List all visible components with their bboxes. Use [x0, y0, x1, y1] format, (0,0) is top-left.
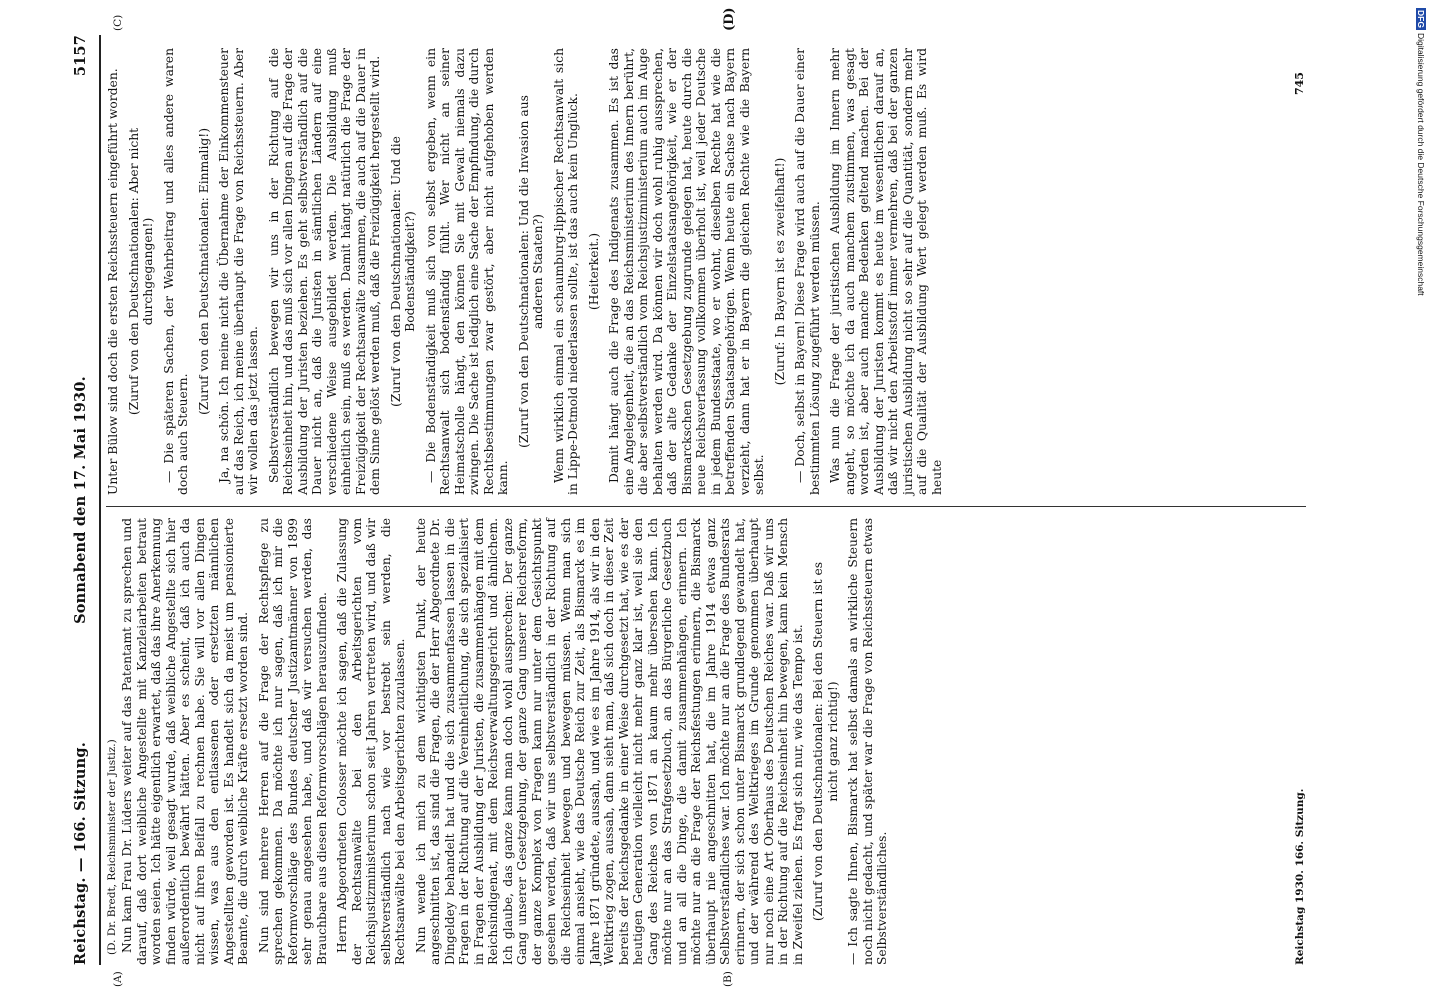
page-footer: Reichstag 1930. 166. Sitzung.: [1294, 788, 1306, 965]
interjection: (Zuruf von den Deutschnationalen: Und die Bodenständigkeit?): [388, 136, 417, 407]
margin-mark-a: (A): [112, 971, 124, 987]
interjection: (Zuruf von den Deutschnationalen: Aber nicht durchgegangen!): [126, 127, 155, 416]
paragraph: Was nun die Frage der juristischen Ausbildung im Innern mehr angeht, so möchte ich da auch manchem zustimmen, was gesagt worden ist, aber auch manche Bedenken geltend machen. Bei der Ausbildung der Juristen kommt es heute im wesentlichen darauf an, daß wir nicht den Arbeitsstoff immer vermehren, daß bei der ganzen juristischen Ausbildung nicht so sehr auf die Quantität, sondern mehr auf die Qualität der Ausbildung Wert gelegt werden muß. Es wird heute: [828, 48, 944, 495]
column-divider: [106, 506, 1306, 507]
page-number: 5157: [72, 35, 89, 77]
interjection: (Zuruf von den Deutschnationalen: Und die Invasion aus anderen Staaten?): [516, 95, 545, 448]
interjection: (Zuruf: In Bayern ist es zweifelhaft!): [772, 157, 787, 386]
document-page: [72, 7, 1322, 987]
paragraph: Wenn wirklich einmal ein schaumburg-lippischer Rechtsanwalt sich in Lippe-Detmold niederlassen sollte, ist das auch kein Unglück.: [551, 48, 580, 495]
header-left: Reichstag. — 166. Sitzung.: [72, 742, 89, 965]
speaker-line: (D. Dr. Bredt, Reichsminister der Justiz.): [106, 739, 118, 955]
interjection: (Zuruf von den Deutschnationalen: Bei den Steuern ist es nicht ganz richtig!): [811, 561, 840, 922]
running-header: [72, 35, 98, 965]
paragraph: Nun wende ich mich zu dem wichtigsten Punkt, der heute angeschnitten ist, das sind die Fragen, die der Herr Abgeordnete Dr. Dingeldey behandelt hat und die sich zusammenfassen lassen in die Fragen in der Richtung auf die Vereinheitlichung, die sich spezialisiert in Fragen der Ausbildung der Juristen, die zusammenhängen mit dem Reichsindigenat, mit dem Reichsverwaltungsgericht und ähnlichem. Ich glaube, das ganze kann man doch wohl aussprechen: Der ganze Gang unserer Gesetzgebung, der ganze Gang unserer Reichsreform, der ganze Komplex von Fragen kann nur unter dem Gesichtspunkt gesehen werden, daß wir uns selbstverständlich in der Richtung auf die Reichseinheit bewegen und bewegen müssen. Wenn man sich einmal ansieht, wie das Deutsche Reich zur Zeit, als Bismarck es im Jahre 1871 gründete, aussah, und wie es im Jahre 1914, als wir in den Weltkrieg zogen, aussah, dann sieht man, daß sich doch in dieser Zeit bereits der Reichsgedanke in einer Weise durchgesetzt hat, wie es der heutigen Generation vielleicht nicht mehr ganz klar ist, weil sie den Gang des Reiches von 1871 an kaum mehr übersehen kann. Ich möchte nur an das Strafgesetzbuch, an das Bürgerliche Gesetzbuch und an all die Dinge, die damit zusammenhängen, erinnern. Ich möchte nur an die Frage der Reichsfestungen erinnern, die Bismarck überhaupt nie angeschnitten hat, die im Jahre 1914 etwas ganz Selbstverständliches war. Ich möchte nur an die Frage des Bundesrats erinnern, der sich schon unter Bismarck grundlegend gewandelt hat, und der während des Weltkrieges im Grunde genommen überhaupt nur noch eine Art Oberhaus des Deutschen Reiches war. Daß wir uns in der Richtung auf die Reichseinheit hin bewegen, kann kein Mensch in Zweifel ziehen. Es fragt sich nur, wie das Tempo ist.: [413, 518, 805, 965]
header-rule: [99, 35, 101, 965]
paragraph: — Ich sagte Ihnen, Bismarck hat selbst damals an wirkliche Steuern noch nicht gedacht, und später war die Frage von Reichssteuern etwas Selbstverständliches.: [846, 518, 890, 965]
paragraph: — Die späteren Sachen, der Wehrbeitrag und alles andere waren doch auch Steuern.: [161, 48, 190, 495]
left-column: [106, 518, 896, 965]
paragraph: Nun kam Frau Dr. Lüders weiter auf das Patentamt zu sprechen und darauf, daß dort weibliche Angestellte mit Kanzleiarbeiten betraut worden seien. Ich hätte eigentlich erwartet, daß das ihre Anerkennung finden würde, weil gesagt wurde, daß weibliche Angestellte sich hier außerordentlich bewährt hätten. Aber es scheint, daß ich auch da nicht auf ihren Beifall zu rechnen habe. Sie will vor allen Dingen wissen, was aus den entlassenen oder ersetzten männlichen Angestellten geworden ist. Es handelt sich da meist um pensionierte Beamte, die durch weibliche Kräfte ersetzt worden sind.: [120, 518, 251, 965]
paragraph: Unter Bülow sind doch die ersten Reichssteuern eingeführt worden.: [106, 68, 120, 495]
interjection: (Zuruf von den Deutschnationalen: Einmalig!): [196, 127, 211, 416]
margin-mark-b: (B): [722, 971, 734, 987]
paragraph: Selbstverständlich bewegen wir uns in der Richtung auf die Reichseinheit hin, und das muß sich vor allen Dingen auf die Frage der Ausbildung der Juristen beziehen. Es geht selbstverständlich auf die Dauer nicht an, daß die Juristen in sämtlichen Ländern auf eine verschiedene Weise ausgebildet werden. Die Ausbildung muß einheitlich sein, muß es werden. Damit hängt natürlich die Frage der Freizügigkeit der Rechtsanwälte zusammen, die auch auf die Dauer in dem Sinne gelöst werden muß, daß die Freizügigkeit hergestellt wird.: [266, 48, 382, 495]
paragraph: — Doch, selbst in Bayern! Diese Frage wird auch auf die Dauer einer bestimmten Lösung zugeführt werden müssen.: [793, 48, 822, 495]
interjection: (Heiterkeit.): [586, 232, 601, 311]
paragraph: Herrn Abgeordneten Colosser möchte ich sagen, daß die Zulassung der Rechtsanwälte bei den Arbeitsgerichten vom Reichsjustizministerium schon seit Jahren vertreten wird, und daß wir selbstverständlich nach wie vor bestrebt sein werden, die Rechtsanwälte bei den Arbeitsgerichten zuzulassen.: [335, 518, 408, 965]
paragraph: Nun sind mehrere Herren auf die Frage der Rechtspflege zu sprechen gekommen. Da möchte ich nur sagen, daß ich mir die Reformvorschläge des Bundes deutscher Justizamtmänner von 1899 sehr genau angesehen habe, und daß wir versuchen werden, das Brauchbare aus diesen Reformvorschlägen herauszufinden.: [256, 518, 329, 965]
digitization-note: [1412, 8, 1428, 508]
right-column: [106, 48, 950, 495]
margin-mark-d: (D): [722, 7, 737, 31]
paragraph: Damit hängt auch die Frage des Indigenats zusammen. Es ist das eine Angelegenheit, die an das Reichsministerium des Innern berührt, die aber selbstverständlich vom Reichsjustizministerium auch im Auge behalten werden wird. Da können wir doch wohl ruhig aussprechen, daß der alte Gedanke der Einzelstaatsangehörigkeit, wie er der Bismarckschen Gesetzgebung zugrunde gelegen hat, heute durch die neue Reichsverfassung vollkommen überholt ist, weil jeder Deutsche in jedem Bundesstaate, wo er wohnt, dieselben Rechte hat wie die betreffenden Staatsangehörigen. Wenn heute ein Sachse nach Bayern verzieht, dann hat er in Bayern die gleichen Rechte wie die Bayern selbst.: [607, 48, 766, 495]
paragraph: Ja, na schön. Ich meine nicht die Übernahme der Einkommensteuer auf das Reich, ich meine überhaupt die Frage von Reichssteuern. Aber wir wollen das jetzt lassen.: [217, 48, 260, 495]
dfg-logo: DFG: [1416, 10, 1426, 28]
paragraph: — Die Bodenständigkeit muß sich von selbst ergeben, wenn ein Rechtsanwalt sich bodenständig fühlt. Wer nicht an seiner Heimatscholle hängt, den können Sie mit Gewalt niemals dazu zwingen. Die Sache ist lediglich eine Sache der Empfindung, die durch Rechtsbestimmungen zwar gestört, aber nicht aufgehoben werden kann.: [423, 48, 510, 495]
header-date: Sonnabend den 17. Mai 1930.: [72, 376, 89, 624]
margin-mark-c: (C): [112, 14, 124, 31]
sheet-signature: 745: [1293, 72, 1306, 95]
digitization-credit: Digitalisierung gefördert durch die Deutsche Forschungsgemeinschaft: [1416, 32, 1426, 296]
